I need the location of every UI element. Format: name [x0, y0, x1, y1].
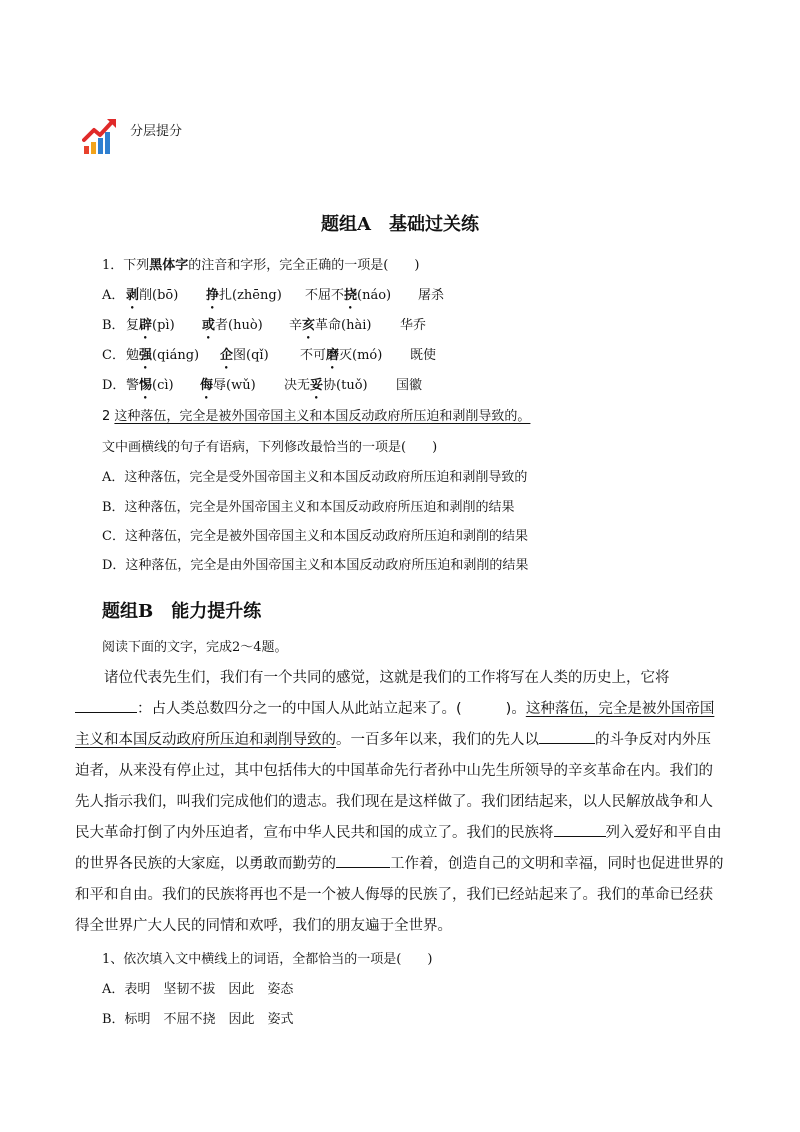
growth-chart-icon	[82, 116, 120, 156]
option-item: 决无妥协(tuǒ)	[284, 378, 368, 393]
option-item: 企图(qǐ)	[220, 348, 269, 363]
option-letter: B．	[102, 318, 125, 333]
question-2-option-c: C．这种落伍，完全是被外国帝国主义和本国反动政府所压迫和剥削的结果	[102, 529, 528, 544]
option-item: 华乔	[400, 318, 427, 333]
option-letter: A．	[102, 288, 125, 303]
option-item: 剥削(bō)	[126, 288, 179, 303]
option-item: 国徽	[396, 378, 423, 393]
question-2-stem: 文中画横线的句子有语病，下列修改最恰当的一项是( )	[102, 440, 438, 455]
section-a-title: 题组A 基础过关练	[321, 214, 479, 235]
page-header	[82, 116, 183, 156]
option-letter: D．	[102, 378, 126, 393]
option-item: 勉强(qiáng)	[126, 348, 200, 363]
option-item: 辛亥革命(hài)	[289, 318, 372, 333]
option-item: 或者(huò)	[202, 318, 263, 333]
section-b-intro: 阅读下面的文字，完成2～4题。	[102, 640, 288, 655]
fill-blank-2	[539, 731, 595, 744]
option-item: 复辟(pì)	[126, 318, 175, 333]
option-item: 不可磨灭(mó)	[300, 348, 383, 363]
option-item: 屠杀	[418, 288, 445, 303]
option-item: 既使	[410, 348, 437, 363]
reading-passage	[75, 663, 725, 942]
question-2-option-a: A．这种落伍，完全是受外国帝国主义和本国反动政府所压迫和剥削导致的	[102, 470, 528, 485]
question-2-number: 2	[102, 409, 111, 424]
section-b-title: 题组B 能力提升练	[102, 601, 262, 622]
question-1-option-a	[102, 288, 445, 304]
question-2-underlined-sentence: 这种落伍，完全是被外国帝国主义和本国反动政府所压迫和剥削导致的。	[114, 409, 531, 424]
question-2-sentence	[102, 409, 530, 425]
option-item: 警惕(cì)	[126, 378, 174, 393]
fill-blank-3	[554, 824, 606, 837]
header-label: 分层提分	[130, 124, 183, 139]
option-letter: C．	[102, 348, 125, 363]
question-2-option-d: D．这种落伍，完全是由外国帝国主义和本国反动政府所压迫和剥削的结果	[102, 558, 529, 573]
section-b-question-1-option-a: A．表明 坚韧不拔 因此 姿态	[102, 982, 294, 997]
passage-paragraph: 诸位代表先生们，我们有一个共同的感觉，这就是我们的工作将写在人类的历史上，它将：占人类总数四分之一的中国人从此站立起来了。( )。这种落伍，完全是被外国帝国主义和本国反动政府所压迫和剥削导致的。一百多年以来，我们的先人以 的斗争反对内外压迫者，从来没有停止过，其中包括伟大的中国革命先行者孙中山先生所领导的辛亥革命在内。我们的先人指示我们，叫我们完成他们的遗志。我们现在是这样做了。我们团结起来，以人民解放战争和人民大革命打倒了内外压迫者，宣布中华人民共和国的成立了。我们的民族将 列入爱好和平自由的世界各民族的大家庭，以勇敢而勤劳的 工作着，创造自己的文明和幸福，同时也促进世界的和平和自由。我们的民族将再也不是一个被人侮辱的民族了，我们已经站起来了。我们的革命已经获得全世界广大人民的同情和欢呼，我们的朋友遍于全世界。	[75, 670, 724, 934]
section-b-question-1-option-b: B．标明 不屈不挠 因此 姿式	[102, 1012, 294, 1027]
option-item: 侮辱(wǔ)	[200, 378, 256, 393]
passage-underlined-sentence: 这种落伍，完全是被外国帝国主义和本国反动政府所压迫和剥削导致的	[75, 701, 715, 748]
question-1-stem-bold: 黑体字	[149, 258, 189, 273]
option-item: 不屈不挠(náo)	[305, 288, 392, 303]
question-1-option-b	[102, 318, 427, 334]
question-1-stem-before: 1．下列	[102, 258, 150, 273]
question-1-option-d	[102, 378, 423, 394]
fill-blank-1	[75, 700, 137, 713]
question-1-stem-after: 的注音和字形，完全正确的一项是( )	[188, 258, 420, 273]
question-1-option-c	[102, 348, 437, 364]
section-b-question-1-stem: 1、依次填入文中横线上的词语，全都恰当的一项是( )	[102, 952, 433, 967]
fill-blank-4	[336, 855, 390, 868]
option-item: 挣扎(zhēng)	[206, 288, 282, 303]
question-2-option-b: B．这种落伍，完全是外国帝国主义和本国反动政府所压迫和剥削的结果	[102, 500, 515, 515]
question-1-stem	[102, 258, 419, 274]
